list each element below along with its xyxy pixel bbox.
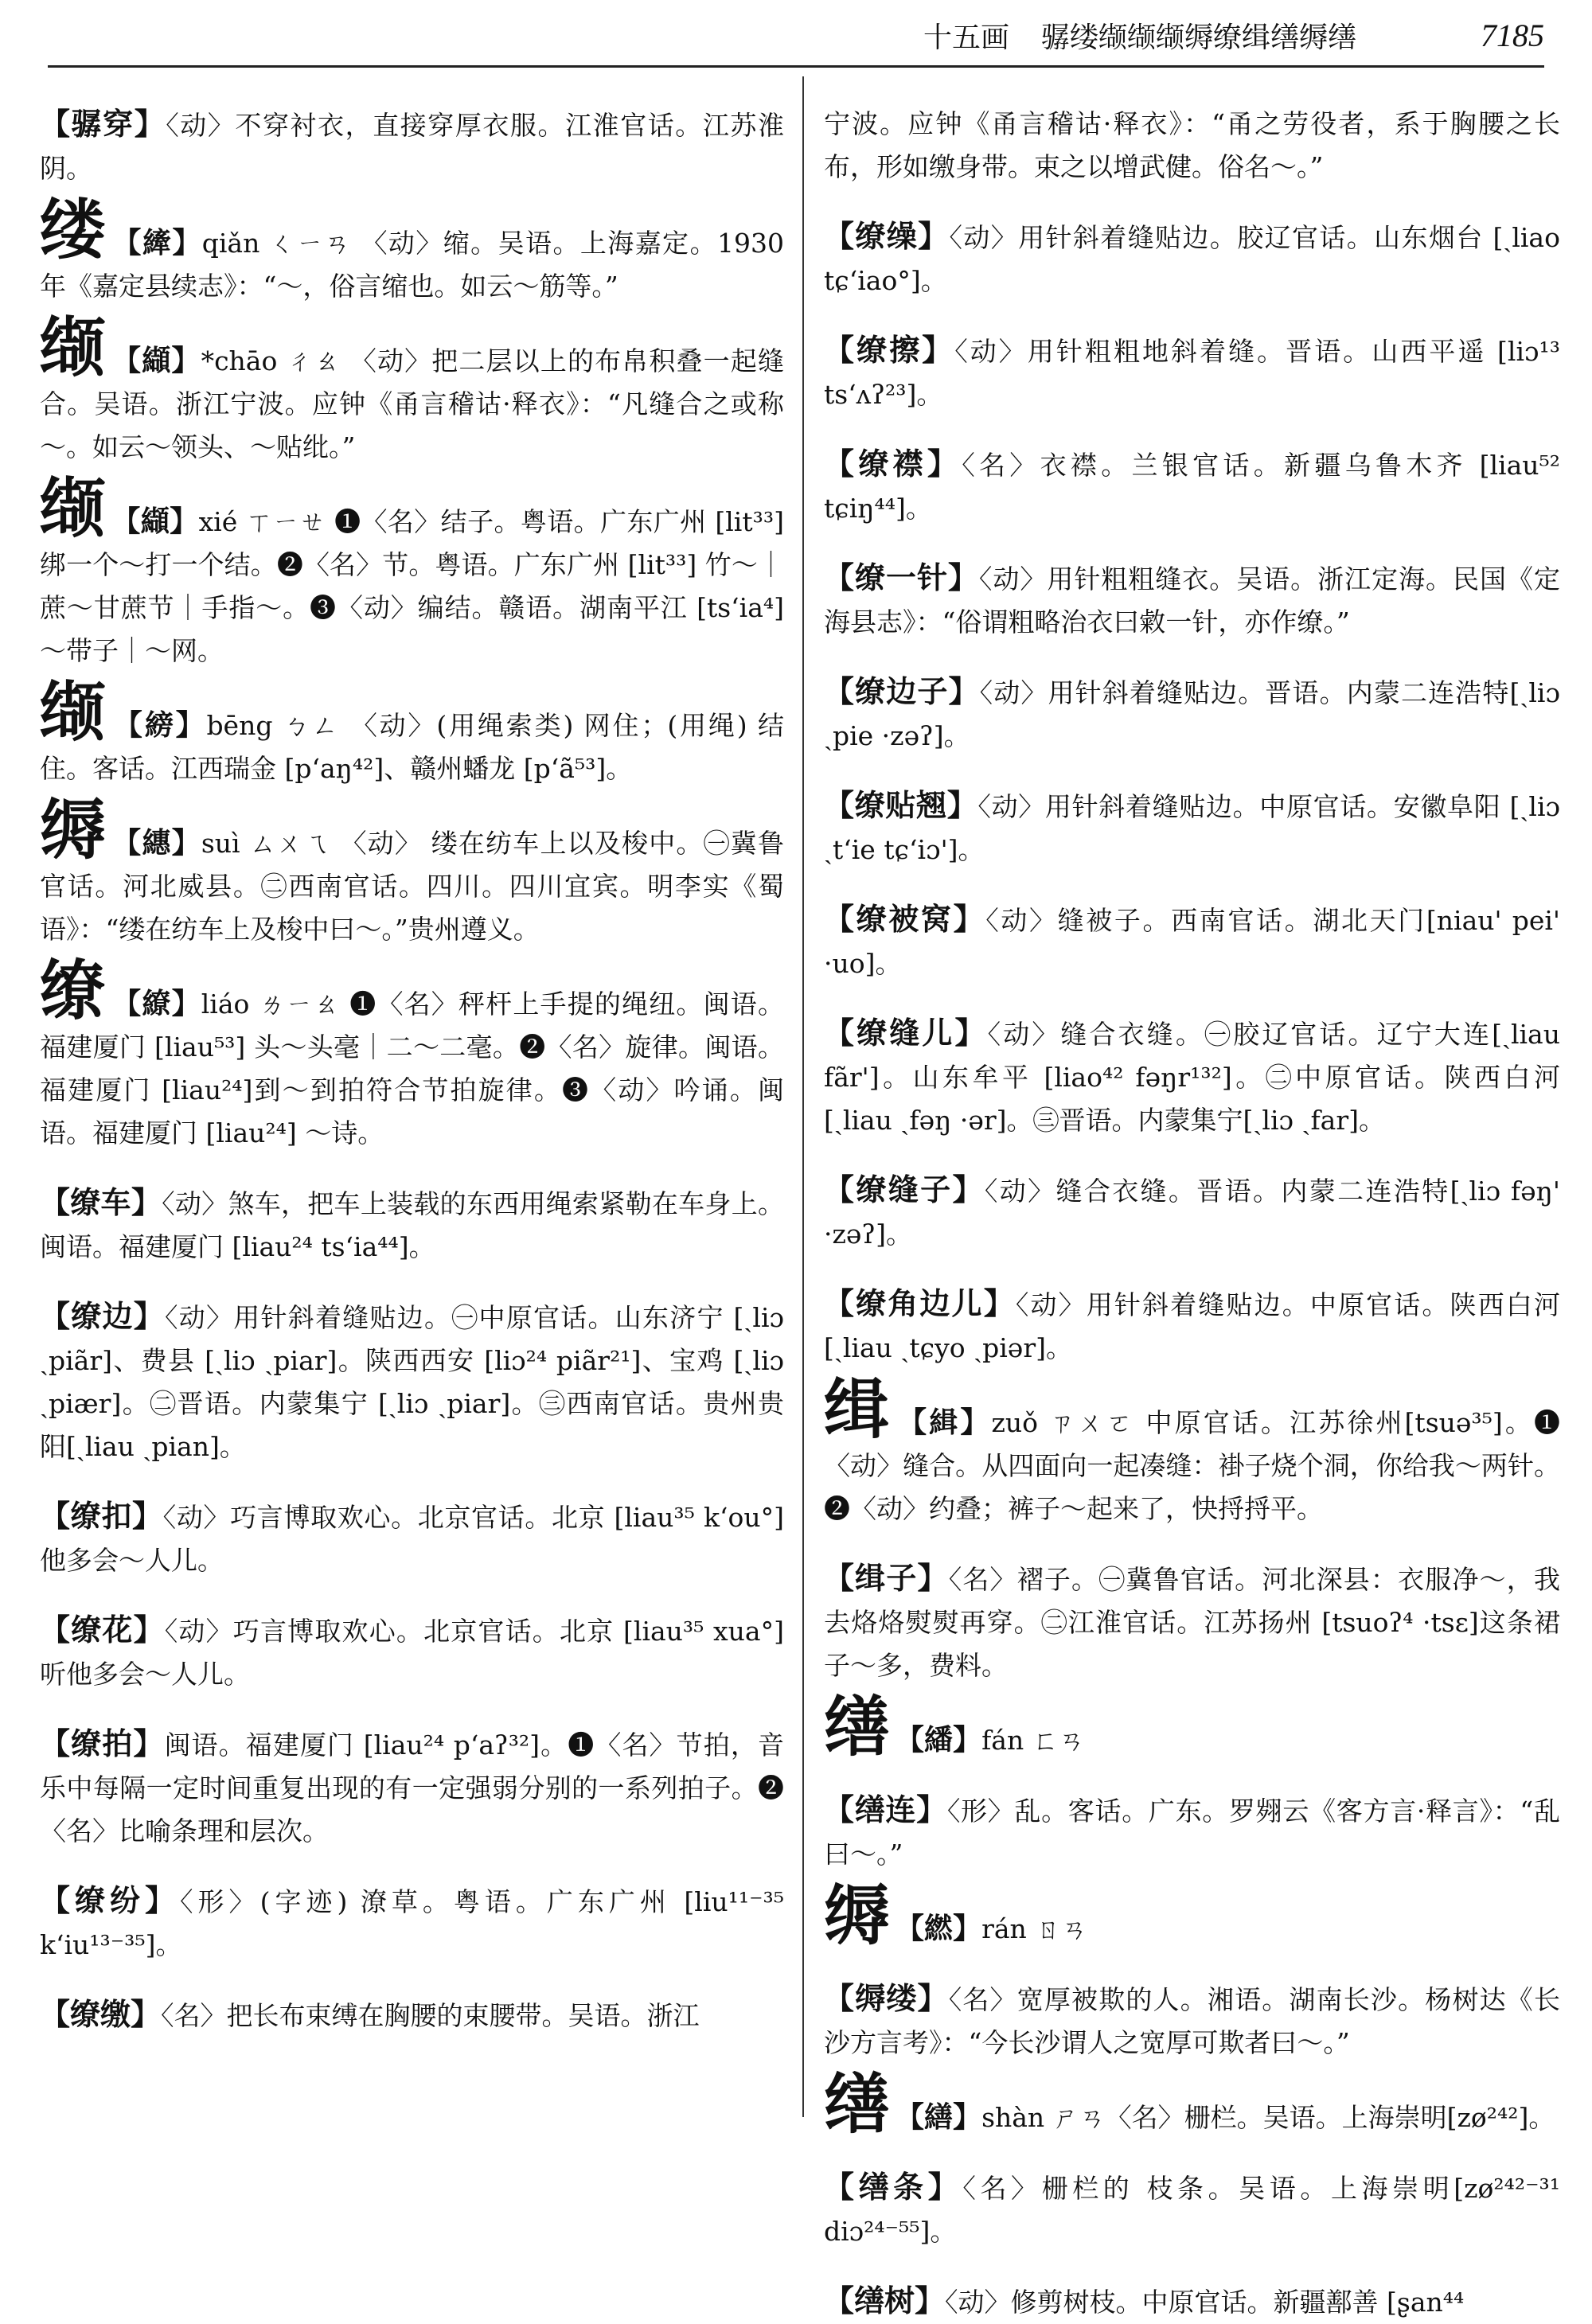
traditional-form: 【繚】	[112, 987, 201, 1020]
headword-text: 缭缲	[855, 218, 919, 254]
headword-text: 缛缕	[855, 1980, 918, 2016]
headword-text: 缭拍	[71, 1725, 134, 1761]
definition-text: 〈动〉缝合衣缝。㊀胶辽官话。辽宁大连[ˏliau fãr']。山东牟平 [liao⁴² fəŋr¹³²]。㊁中原官话。陕西白河[ˏliau ˏfəŋ ·ər]。㊂晋语。内蒙集宁[ˏliɔ ˏfar]。	[824, 1019, 1560, 1136]
definition-text: 〈动〉用针斜着缝贴边。胶辽官话。山东烟台 [ˏliao tɕʻiao°]。	[824, 222, 1560, 296]
sub-entry	[40, 1993, 784, 2037]
definition-text: 〈动〉煞车，把车上装载的东西用绳索紧勒在车身上。闽语。福建厦门 [liau²⁴ tsʻia⁴⁴]。	[40, 1188, 784, 1262]
sub-headword: 【缭花】	[40, 1612, 165, 1647]
traditional-char: 緝	[929, 1406, 961, 1439]
head-entry	[824, 1689, 1560, 1765]
sub-headword: 【缭边子】	[824, 673, 980, 709]
traditional-form: 【繕】	[896, 2100, 982, 2134]
sub-headword: 【缭一针】	[824, 560, 979, 595]
traditional-form: 【纈】	[111, 505, 199, 538]
sub-headword: 【缮连】	[824, 1792, 947, 1827]
headword-text: 缭擦	[856, 332, 923, 368]
definition-text: 〈动〉用针斜着缝贴边。㊀中原官话。山东济宁 [ˏliɔ ˏpiãr]、费县 [ˏliɔ ˏpiar]。陕西西安 [liɔ²⁴ piãr²¹]、宝鸡 [ˏliɔ ˏpiær]。㊁晋语。内蒙集宁 [ˏliɔ ˏpiar]。㊂西南官话。贵州贵阳[ˏliau ˏpian]。	[40, 1302, 784, 1462]
sub-entry	[824, 215, 1560, 302]
sub-headword: 【缭擦】	[824, 332, 955, 368]
headword-text: 骣穿	[71, 106, 135, 142]
headword-text: 缭缝儿	[856, 1015, 955, 1051]
head-entry	[40, 192, 784, 308]
sub-headword: 【缭缝子】	[824, 1172, 985, 1207]
traditional-char: 繐	[142, 826, 172, 860]
definition-text: liáo ㄌㄧㄠ ❶〈名〉秤杆上手提的绳纽。闽语。福建厦门 [liau⁵³] 头～头毫｜二～二毫。❷〈名〉旋律。闽语。福建厦门 [liau²⁴]到～到拍符合节拍旋律。❸〈动〉吟诵。闽语。福建厦门 [liau²⁴] ～诗。	[40, 988, 784, 1148]
sub-entry	[40, 1879, 784, 1967]
head-character: 缛	[40, 792, 107, 868]
left-column	[40, 76, 784, 2117]
head-character: 缮	[824, 1689, 890, 1765]
head-entry	[40, 953, 784, 1155]
page-header	[923, 11, 1544, 59]
head-entry	[824, 1878, 1560, 1954]
headword-text: 缭纷	[75, 1882, 146, 1918]
definition-text: xié ㄒㄧㄝ ❶〈名〉结子。粤语。广东广州 [lit³³] 绑一个～打一个结。❷〈名〉节。粤语。广东广州 [lit³³] 竹～｜蔗～甘蔗节｜手指～。❸〈动〉编结。赣语。湖南平江 [tsʻia⁴] ～带子｜～网。	[40, 506, 784, 666]
right-column	[824, 76, 1560, 2318]
headword-text: 缭缝子	[856, 1172, 953, 1207]
definition-text: 〈动〉用针斜着缝贴边。中原官话。陕西白河[ˏliau ˏtɕyo ˏpiər]。	[824, 1289, 1560, 1363]
definition-text: suì ㄙㄨㄟ 〈动〉 缕在纺车上以及梭中。㊀冀鲁官话。河北威县。㊁西南官话。四川。四川宜宾。明李实《蜀语》：“缕在纺车上及梭中曰～。”贵州遵义。	[40, 828, 784, 945]
headword-text: 缭贴翘	[854, 787, 947, 823]
definition-text: 闽语。福建厦门 [liau²⁴ pʻaʔ³²]。❶〈名〉节拍，音乐中每隔一定时间重复出现的有一定强弱分别的一系列拍子。❷〈名〉比喻条理和层次。	[40, 1729, 784, 1846]
head-entry	[40, 792, 784, 951]
sub-entry	[824, 1012, 1560, 1142]
sub-headword: 【缭贴翘】	[824, 787, 978, 823]
sub-entry	[824, 1977, 1560, 2065]
sub-headword: 【缉子】	[824, 1560, 949, 1596]
sub-entry	[824, 670, 1560, 758]
definition-text: 〈动〉巧言博取欢心。北京官话。北京 [liau³⁵ xua°] 听他多会～人儿。	[40, 1616, 784, 1690]
sub-headword: 【缭角边儿】	[824, 1285, 1016, 1321]
sub-entry	[824, 1557, 1560, 1687]
headword-text: 缭扣	[70, 1498, 132, 1534]
traditional-form: 【縍】	[113, 708, 207, 742]
sub-entry	[824, 443, 1560, 530]
headword-text: 缭一针	[854, 560, 948, 595]
index-characters: 骣缕缬缬缬缛缭缉缮缛缮	[1041, 21, 1357, 54]
traditional-char: 縴	[142, 226, 173, 259]
definition-text: 〈名〉宽厚被欺的人。湘语。湖南长沙。杨树达《长沙方言考》：“今长沙谓人之宽厚可欺者曰～。”	[824, 1984, 1560, 2058]
definition-text: 〈动〉用针斜着缝贴边。中原官话。安徽阜阳 [ˏliɔ ˏtʻie tɕʻiɔ']。	[824, 791, 1560, 865]
traditional-char: 繕	[924, 2100, 954, 2134]
head-character: 缮	[824, 2066, 890, 2143]
traditional-char: 繎	[924, 1912, 954, 1945]
sub-headword: 【缮条】	[824, 2169, 963, 2205]
definition-text: qiǎn ㄑㄧㄢ 〈动〉缩。吴语。上海嘉定。1930年《嘉定县续志》：“～，俗言缩也。如云～筋等。”	[40, 228, 784, 302]
sub-headword: 【缭襟】	[824, 446, 962, 482]
traditional-char: 繙	[924, 1723, 954, 1757]
definition-text: 〈动〉缝被子。西南官话。湖北天门[niau' pei' ·uo]。	[824, 905, 1560, 979]
headword-text: 缭被窝	[856, 901, 954, 937]
definition-text: 〈动〉修剪树枝。中原官话。新疆鄯善 [ʂan⁴⁴	[945, 2287, 1465, 2318]
sub-headword: 【缭扣】	[40, 1498, 163, 1534]
sub-headword: 【缭纷】	[40, 1882, 181, 1918]
sub-entry	[824, 329, 1560, 416]
sub-entry	[824, 898, 1560, 985]
definition-text: 〈动〉用针粗粗缝衣。吴语。浙江定海。民国《定海县志》：“俗谓粗略治衣曰敹一针，亦作缭。”	[824, 563, 1560, 638]
headword-text: 缮条	[858, 2169, 928, 2205]
header-rule	[48, 65, 1544, 68]
headword-text: 缮连	[854, 1792, 917, 1827]
traditional-form: 【繐】	[112, 826, 201, 860]
sub-entry	[40, 103, 784, 190]
headword-text: 缉子	[855, 1560, 918, 1596]
head-character: 缛	[824, 1878, 890, 1954]
page-number: 7185	[1481, 17, 1544, 53]
sub-entry	[824, 1168, 1560, 1256]
sub-entry	[824, 784, 1560, 872]
sub-headword: 【缭缝儿】	[824, 1015, 988, 1051]
head-entry	[40, 674, 784, 790]
head-character: 缭	[40, 953, 107, 1029]
headword-text: 缭花	[71, 1612, 134, 1647]
definition-text: 〈动〉用针粗粗地斜着缝。晋语。山西平遥 [liɔ¹³ tsʻʌʔ²³]。	[824, 336, 1560, 410]
traditional-form: 【繙】	[896, 1723, 982, 1757]
sub-headword: 【缭车】	[40, 1184, 162, 1220]
continued-text: 宁波。应钟《甬言稽诂·释衣》：“甬之劳役者，系于胸腰之长布，形如缴身带。束之以增武健。俗名～。”	[824, 108, 1560, 182]
head-entry	[824, 2066, 1560, 2143]
definition-text: 〈名〉栅栏的 枝条。吴语。上海崇明[zø²⁴²⁻³¹ diɔ²⁴⁻⁵⁵]。	[824, 2173, 1560, 2247]
traditional-form: 【繎】	[896, 1912, 982, 1945]
definition-text: 〈形〉(字迹) 潦草。粤语。广东广州 [liu¹¹⁻³⁵ kʻiu¹³⁻³⁵]。	[40, 1886, 784, 1960]
sub-entry	[824, 556, 1560, 644]
sub-entry	[824, 1788, 1560, 1876]
section-label: 十五画	[923, 21, 1010, 54]
sub-headword: 【缭拍】	[40, 1725, 165, 1761]
definition-text: 〈动〉缝合衣缝。晋语。内蒙二连浩特[ˏliɔ fəŋ' ·zəʔ]。	[824, 1176, 1560, 1250]
sub-headword: 【缭边】	[40, 1298, 166, 1334]
definition-text: zuǒ ㄗㄨㄛ 中原官话。江苏徐州[tsuə³⁵]。❶〈动〉缝合。从四面向一起凑缝：褂子烧个洞，你给我～两针。❷〈动〉约叠；裤子～起来了，快捋捋平。	[824, 1407, 1560, 1524]
definition-text: rán ㄖㄢ	[981, 1913, 1088, 1944]
traditional-form: 【縴】	[112, 226, 202, 259]
head-character: 缉	[824, 1371, 892, 1448]
head-entry	[40, 470, 784, 673]
headword-text: 缭缴	[70, 1996, 131, 2032]
sub-entry	[824, 2166, 1560, 2253]
headword-text: 缮树	[854, 2283, 915, 2318]
traditional-form: 【緝】	[898, 1406, 992, 1439]
definition-text: 〈动〉不穿衬衣，直接穿厚衣服。江淮官话。江苏淮阴。	[40, 110, 784, 184]
definition-text: shàn ㄕㄢ〈名〉栅栏。吴语。上海崇明[zø²⁴²]。	[981, 2102, 1555, 2133]
head-entry	[824, 1371, 1560, 1530]
head-character: 缬	[40, 674, 107, 751]
sub-headword: 【缮树】	[824, 2283, 946, 2318]
traditional-char: 纈	[142, 344, 172, 377]
definition-text: 〈动〉巧言博取欢心。北京官话。北京 [liau³⁵ kʻou°] 他多会～人儿。	[40, 1502, 784, 1576]
headword-text: 缭襟	[858, 446, 927, 482]
sub-headword: 【骣穿】	[40, 106, 166, 142]
head-entry	[40, 310, 784, 469]
headword-text: 缭边子	[855, 673, 949, 709]
traditional-char: 纈	[140, 505, 170, 538]
column-divider	[802, 76, 804, 2117]
headword-text: 缭边	[71, 1298, 134, 1334]
definition-text: bēng ㄅㄥ 〈动〉(用绳索类) 网住；(用绳) 结住。客话。江西瑞金 [pʻaŋ⁴²]、赣州蟠龙 [pʻã⁵³]。	[40, 710, 784, 784]
definition-text: *chāo ㄔㄠ 〈动〉把二层以上的布帛积叠一起缝合。吴语。浙江宁波。应钟《甬言稽诂·释衣》：“凡缝合之或称～。如云～领头、～贴纰。”	[40, 345, 784, 462]
sub-entry	[824, 2279, 1560, 2324]
definition-text: 〈名〉褶子。㊀冀鲁官话。河北深县：衣服净～，我去烙烙熨熨再穿。㊁江淮官话。江苏扬州 [tsuoʔ⁴ ·tsɛ]这条裙子～多，费料。	[824, 1564, 1560, 1681]
sub-entry	[40, 1495, 784, 1582]
head-character: 缕	[40, 192, 107, 268]
sub-headword: 【缭缴】	[40, 1996, 162, 2032]
definition-text: 〈名〉衣襟。兰银官话。新疆乌鲁木齐 [liau⁵² tɕiŋ⁴⁴]。	[824, 450, 1560, 524]
traditional-form: 【纈】	[112, 344, 201, 377]
headword-text: 缭角边儿	[856, 1285, 984, 1321]
definition-text: 〈名〉把长布束缚在胸腰的束腰带。吴语。浙江	[161, 2000, 700, 2031]
head-character: 缬	[40, 310, 107, 386]
head-character: 缬	[40, 470, 106, 547]
definition-text: 〈动〉用针斜着缝贴边。晋语。内蒙二连浩特[ˏliɔ ˏpie ·zəʔ]。	[824, 677, 1560, 751]
sub-entry	[40, 1608, 784, 1696]
sub-headword: 【缭缲】	[824, 218, 950, 254]
sub-headword: 【缛缕】	[824, 1980, 949, 2016]
sub-entry	[40, 1722, 784, 1853]
sub-entry	[40, 1181, 784, 1269]
definition-text: fán ㄈㄢ	[981, 1725, 1085, 1756]
sub-entry	[824, 1282, 1560, 1370]
sub-entry	[40, 1295, 784, 1468]
sub-headword: 【缭被窝】	[824, 901, 986, 937]
definition-text: 〈形〉乱。客话。广东。罗翙云《客方言·释言》：“乱曰～。”	[824, 1796, 1560, 1870]
traditional-char: 縍	[144, 708, 176, 742]
traditional-char: 繚	[142, 987, 172, 1020]
headword-text: 缭车	[70, 1184, 131, 1220]
